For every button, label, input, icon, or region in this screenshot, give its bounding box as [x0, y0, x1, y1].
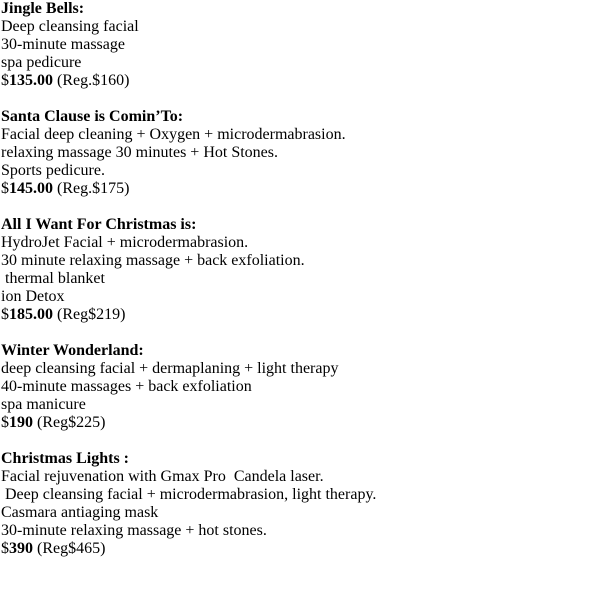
price-currency: $ [1, 306, 9, 323]
package-line: spa manicure [1, 396, 86, 413]
package-line: Casmara antiaging mask [1, 504, 159, 521]
package-title: Jingle Bells: [1, 0, 85, 17]
package-line: HydroJet Facial + microdermabrasion. [1, 234, 249, 251]
package-line: Facial deep cleaning + Oxygen + microdermabrasion. [1, 126, 346, 143]
package-line: Sports pedicure. [1, 162, 105, 179]
package-section-santa-clause [1, 108, 592, 198]
package-section-all-i-want [1, 216, 592, 324]
package-line: ion Detox [1, 288, 65, 305]
package-line: 30-minute relaxing massage + hot stones. [1, 522, 267, 539]
package-title: All I Want For Christmas is: [1, 216, 197, 233]
package-price-line [1, 540, 592, 558]
package-line: 30-minute massage [1, 36, 125, 53]
package-title: Santa Clause is Comin’To: [1, 108, 184, 125]
price-currency: $ [1, 540, 9, 557]
package-line: Deep cleansing facial + microdermabrasion, light therapy. [1, 486, 377, 503]
package-section-winter-wonderland [1, 342, 592, 432]
package-line: 30 minute relaxing massage + back exfoliation. [1, 252, 305, 269]
price-amount: 135.00 [9, 72, 53, 89]
package-line: Deep cleansing facial [1, 18, 139, 35]
package-line: Facial rejuvenation with Gmax Pro Candela laser. [1, 468, 324, 485]
price-regular-note: (Reg.$160) [53, 72, 130, 89]
package-price-line [1, 180, 592, 198]
price-currency: $ [1, 72, 9, 89]
package-line: thermal blanket [1, 270, 105, 287]
price-currency: $ [1, 180, 9, 197]
price-regular-note: (Reg$225) [33, 414, 106, 431]
price-amount: 185.00 [9, 306, 53, 323]
price-regular-note: (Reg.$175) [53, 180, 130, 197]
package-line: deep cleansing facial + dermaplaning + light therapy [1, 360, 339, 377]
package-line: 40-minute massages + back exfoliation [1, 378, 252, 395]
package-line: relaxing massage 30 minutes + Hot Stones. [1, 144, 278, 161]
price-regular-note: (Reg$465) [33, 540, 106, 557]
package-title: Christmas Lights : [1, 450, 130, 467]
package-title: Winter Wonderland: [1, 342, 144, 359]
price-amount: 390 [9, 540, 33, 557]
price-currency: $ [1, 414, 9, 431]
price-amount: 145.00 [9, 180, 53, 197]
price-amount: 190 [9, 414, 33, 431]
price-regular-note: (Reg$219) [53, 306, 126, 323]
package-price-line [1, 72, 592, 90]
package-price-line [1, 414, 592, 432]
package-section-jingle-bells [1, 0, 592, 90]
package-price-line [1, 306, 592, 324]
package-line: spa pedicure [1, 54, 82, 71]
package-section-christmas-lights [1, 450, 592, 558]
